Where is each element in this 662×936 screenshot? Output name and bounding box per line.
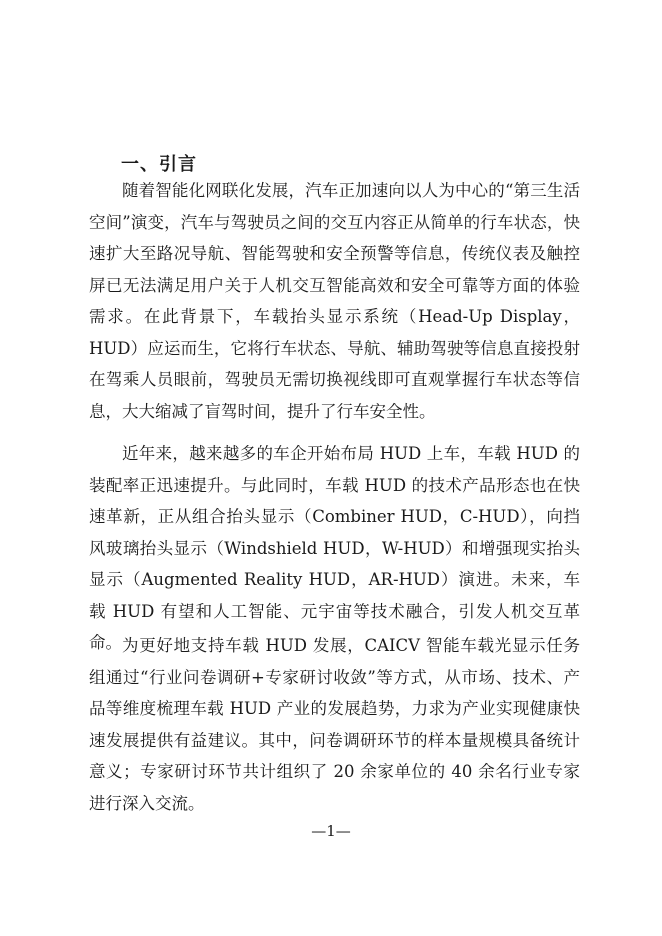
paragraph-introduction: 随着智能化网联化发展，汽车正加速向以人为中心的“第三生活空间”演变，汽车与驾驶员之间的交互内容正从简单的行车状态，快速扩大至路况导航、智能驾驶和安全预警等信息，传统仪表及触控屏已无法满足用户关于人机交互智能高效和安全可靠等方面的体验需求。在此背景下，车载抬头显示系统（Head-Up Display，HUD）应运而生，它将行车状态、导航、辅助驾驶等信息直接投射在驾乘人员眼前，驾驶员无需切换视线即可直观掌握行车状态等信息，大大缩减了盲驾时间，提升了行车安全性。 (89, 181, 580, 421)
section-heading: 一、引言 (121, 154, 197, 175)
paragraph-market-trend: 近年来，越来越多的车企开始布局 HUD 上车，车载 HUD 的装配率正迅速提升。与此同时，车载 HUD 的技术产品形态也在快速革新，正从组合抬头显示（Combiner HUD，C-HUD），向挡风玻璃抬头显示（Windshield HUD，W-HUD）和增强现实抬头显示（Augmented Reality HUD，AR-HUD）演进。未来，车载 HUD 有望和人工智能、元宇宙等技术融合，引发人机交互革命。 (89, 444, 580, 652)
page-number: —1— (311, 822, 351, 840)
paragraph-research-method: 为更好地支持车载 HUD 发展，CAICV 智能车载光显示任务组通过“行业问卷调研+专家研讨收敛”等方式，从市场、技术、产品等维度梳理车载 HUD 产业的发展趋势，力求为产业实现健康快速发展提供有益建议。其中，问卷调研环节的样本量规模具备统计意义；专家研讨环节共计组织了 20 余家单位的 40 余名行业专家进行深入交流。 (89, 636, 580, 813)
